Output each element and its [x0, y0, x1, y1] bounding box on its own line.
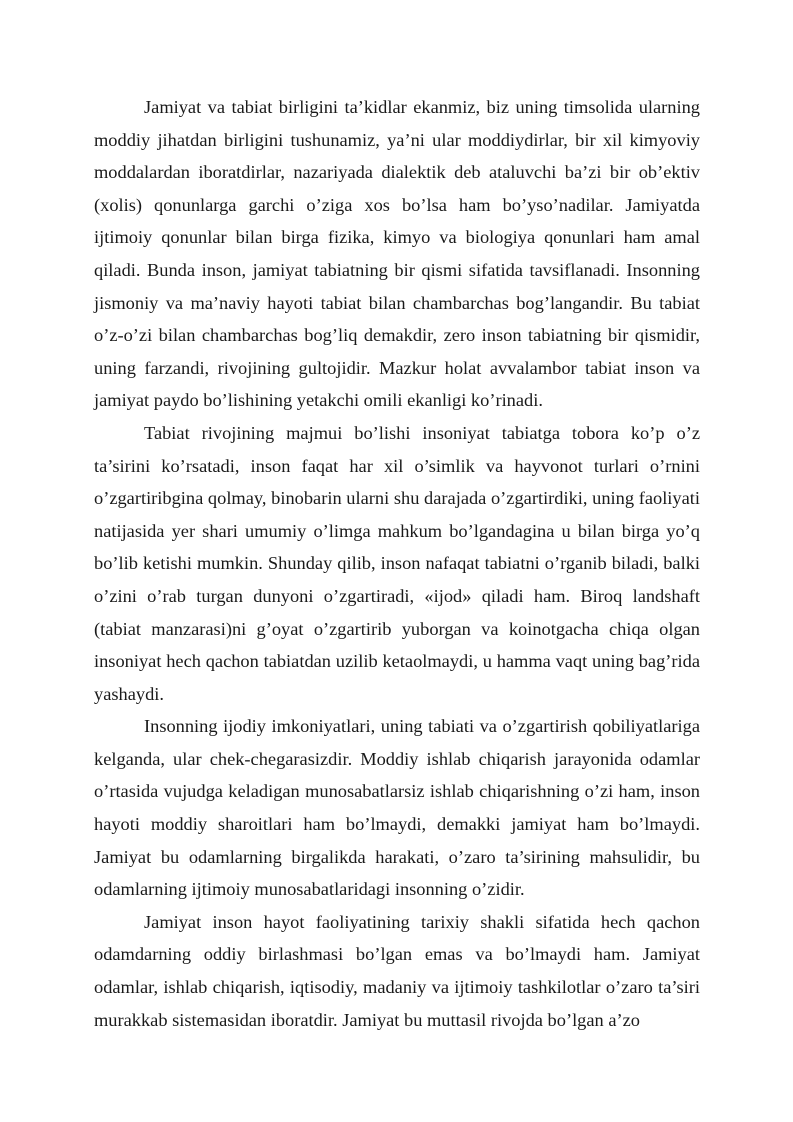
paragraph-2: Tabiat rivojining majmui bo’lishi insoniyat tabiatga tobora ko’p o’z ta’sirini ko’rsatadi, inson faqat har xil o’simlik va hayvonot turlari o’rnini o’zgartiribgina qolmay, binobarin ularni shu darajada o’zgartirdiki, uning faoliyati natijasida yer shari umumiy o’limga mahkum bo’lgandagina u bilan birga yo’q bo’lib ketishi mumkin. Shunday qilib, inson nafaqat tabiatni o’rganib biladi, balki o’zini o’rab turgan dunyoni o’zgartiradi, «ijod» qiladi ham. Biroq landshaft (tabiat manzarasi)ni g’oyat o’zgartirib yuborgan va koinotgacha chiqa olgan insoniyat hech qachon tabiatdan uzilib ketaolmaydi, u hamma vaqt uning bag’rida yashaydi.	[94, 422, 700, 704]
paragraph-3: Insonning ijodiy imkoniyatlari, uning tabiati va o’zgartirish qobiliyatlariga kelganda, ular chek-chegarasizdir. Moddiy ishlab chiqarish jarayonida odamlar o’rtasida vujudga keladigan munosabatlarsiz ishlab chiqarishning o’zi ham, inson hayoti moddiy sharoitlari ham bo’lmaydi, demakki jamiyat ham bo’lmaydi. Jamiyat bu odamlarning birgalikda harakati, o’zaro ta’sirining mahsulidir, bu odamlarning ijtimoiy munosabatlaridagi insonning o’zidir.	[94, 716, 700, 900]
paragraph-1: Jamiyat va tabiat birligini ta’kidlar ekanmiz, biz uning timsolida ularning moddiy jihatdan birligini tushunamiz, ya’ni ular moddiydirlar, bir xil kimyoviy moddalardan iboratdirlar, nazariyada dialektik deb ataluvchi ba’zi bir ob’ektiv (xolis) qonunlarga garchi o’ziga xos bo’lsa ham bo’yso’nadilar. Jamiyatda ijtimoiy qonunlar bilan birga fizika, kimyo va biologiya qonunlari ham amal qiladi. Bunda inson, jamiyat tabiatning bir qismi sifatida tavsiflanadi. Insonning jismoniy va ma’naviy hayoti tabiat bilan chambarchas bog’langandir. Bu tabiat o’z-o’zi bilan chambarchas bog’liq demakdir, zero inson tabiatning bir qismidir, uning farzandi, rivojining gultojidir. Mazkur holat avvalambor tabiat inson va jamiyat paydo bo’lishining yetakchi omili ekanligi ko’rinadi.	[94, 97, 700, 411]
document-page	[94, 91, 700, 1036]
paragraph-4: Jamiyat inson hayot faoliyatining tarixiy shakli sifatida hech qachon odamdarning oddiy birlashmasi bo’lgan emas va bo’lmaydi ham. Jamiyat odamlar, ishlab chiqarish, iqtisodiy, madaniy va ijtimoiy tashkilotlar o’zaro ta’siri murakkab sistemasidan iboratdir. Jamiyat bu muttasil rivojda bo’lgan a’zo	[94, 911, 700, 1030]
